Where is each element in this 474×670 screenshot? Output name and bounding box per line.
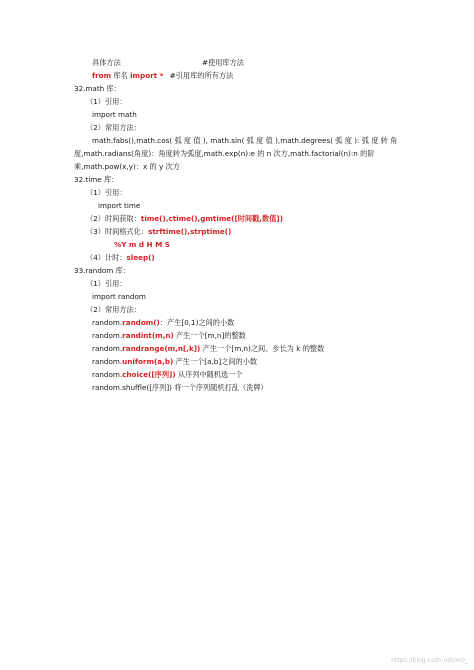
- math-ref-code: import math: [92, 110, 137, 119]
- time-ref-label: （1）引用：: [86, 188, 127, 197]
- random-method-row: [92, 370, 243, 380]
- time-format-codes: %Y m d H M S: [114, 240, 170, 249]
- random-method-func: choice([序列]): [122, 370, 176, 379]
- math-common-label: （2）常用方法：: [86, 123, 141, 132]
- random-method-row: [92, 383, 268, 393]
- math-desc-line2: 度,math.radians(角度)：角度转为弧度,math.exp(n):e 的 n 次方,math.factorial(n):n 的阶: [74, 149, 375, 158]
- random-section-title: 33.random 库：: [74, 266, 130, 275]
- random-method-prefix: random.: [92, 331, 123, 340]
- math-desc-line3: 乘,math.pow(x,y)：x 的 y 次方: [74, 162, 180, 171]
- random-method-func: randint(m,n): [122, 331, 174, 340]
- random-method-row: [92, 331, 246, 341]
- random-method-desc: 产生一个[a,b]之间的小数: [173, 357, 258, 366]
- random-method-row: [92, 344, 324, 354]
- time-format-line: [86, 227, 231, 237]
- import-all-line: [92, 71, 233, 81]
- math-desc-line1: math.fabs(),math.cos( 弧 度 值 ), math.sin( 弧 度 值 ),math.degrees( 弧 度 ): 弧 度 转 角: [92, 136, 398, 145]
- random-method-row: [92, 318, 234, 328]
- time-get-funcs: time(),ctime(),gmtime([时间戳,数值]): [140, 214, 283, 223]
- random-common-label: （2）常用方法：: [86, 305, 141, 314]
- random-method-func: uniform(a,b): [122, 357, 174, 366]
- library-name-placeholder: 库名: [113, 71, 128, 80]
- time-timer-line: [86, 253, 155, 263]
- random-method-desc: 产生一个[m,n)之间、步长为 k 的整数: [200, 344, 325, 353]
- random-method-prefix: random.: [92, 344, 123, 353]
- header-col1: 具体方法: [92, 58, 121, 67]
- time-get-label: （2）时间获取：: [86, 214, 141, 223]
- random-method-desc: ：产生[0,1)之间的小数: [159, 318, 235, 327]
- random-method-prefix: random.: [92, 357, 123, 366]
- watermark-url: https://blog.csdn.net/m0_: [391, 657, 468, 664]
- from-keyword: from: [92, 71, 112, 80]
- time-timer-label: （4）计时：: [86, 253, 127, 262]
- time-section-title: 32.time 库：: [74, 175, 119, 184]
- math-section-title: 32.math 库：: [74, 84, 121, 93]
- import-star-keyword: import *: [130, 71, 164, 80]
- random-method-prefix: random.: [92, 318, 123, 327]
- random-method-func: randrange(m,n[,k]): [122, 344, 201, 353]
- time-format-label: （3）时间格式化：: [86, 227, 149, 236]
- random-method-desc: 从序列中随机选一个: [175, 370, 243, 379]
- random-method-func: random(): [122, 318, 160, 327]
- random-ref-label: （1）引用：: [86, 279, 127, 288]
- math-ref-label: （1）引用：: [86, 97, 127, 106]
- random-method-desc: 产生一个[m,n]的整数: [173, 331, 246, 340]
- time-ref-code: import time: [98, 201, 141, 210]
- random-method-row: [92, 357, 257, 367]
- random-method-prefix: random.: [92, 370, 123, 379]
- random-ref-code: import random: [92, 292, 146, 301]
- time-format-funcs: strftime(),strptime(): [148, 227, 232, 236]
- random-method-prefix: random.shuffle([序列]): [92, 383, 172, 392]
- import-all-comment: #引用库的所有方法: [169, 71, 234, 80]
- header-col2: #使用库方法: [202, 58, 244, 67]
- time-get-line: [86, 214, 283, 224]
- time-timer-func: sleep(): [126, 253, 155, 262]
- random-method-desc: 将一个序列随机打乱（洗牌）: [171, 383, 268, 392]
